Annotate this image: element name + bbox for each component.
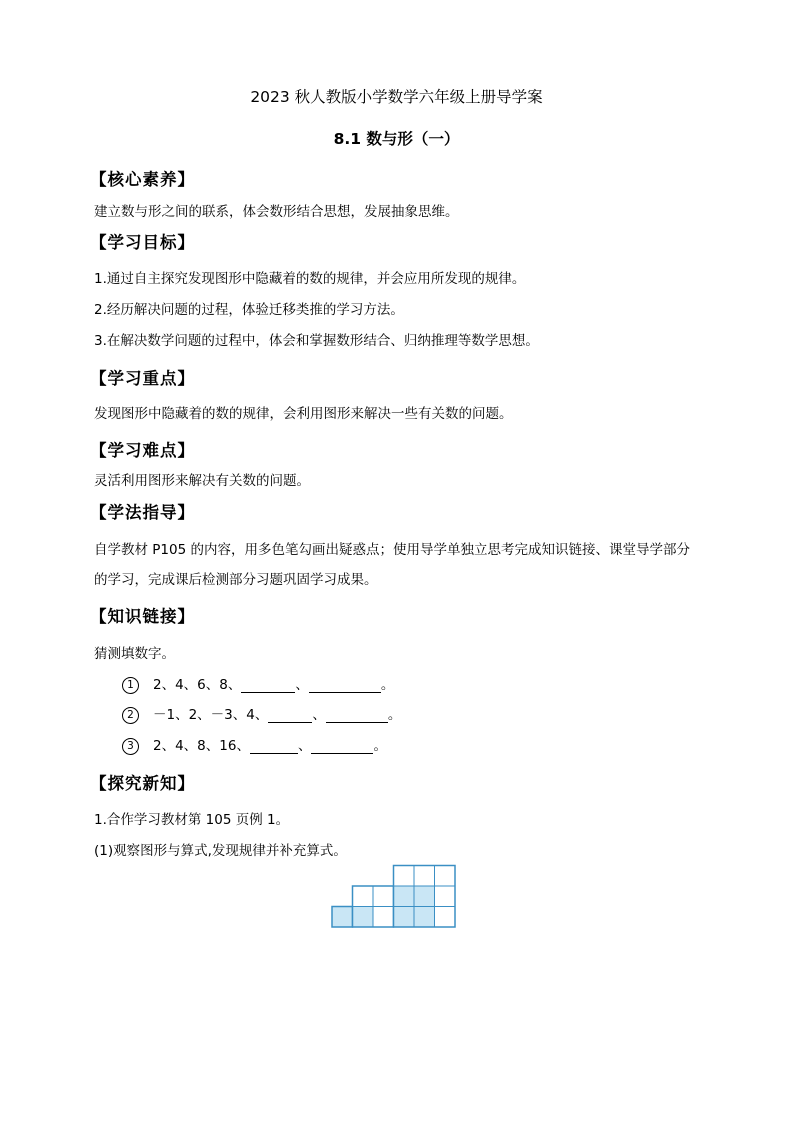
heading-key: 【学习重点】 — [90, 369, 195, 388]
separator: 、 — [297, 738, 312, 754]
heading-difficulty: 【学习难点】 — [90, 441, 195, 460]
core-text: 建立数与形之间的联系，体会数形结合思想，发展抽象思维。 — [94, 204, 459, 220]
end-mark: 。 — [387, 707, 402, 723]
separator: 、 — [295, 677, 309, 693]
key-text: 发现图形中隐藏着的数的规律，会利用图形来解决一些有关数的问题。 — [94, 406, 513, 422]
grid-cell — [373, 886, 394, 907]
separator: 、 — [312, 707, 326, 723]
explore-line-2: (1)观察图形与算式,发现规律并补充算式。 — [94, 843, 347, 859]
sequence-text: 2、4、8、16、 — [153, 738, 250, 754]
grid-cell — [414, 866, 435, 887]
grid-cell — [332, 907, 353, 928]
sequence-text: 2、4、6、8、 — [153, 677, 242, 693]
link-intro: 猜测填数字。 — [94, 646, 175, 662]
grid-cell — [394, 866, 415, 887]
page-title: 2023 秋人教版小学数学六年级上册导学案 — [250, 88, 543, 106]
heading-method: 【学法指导】 — [90, 503, 195, 522]
circled-number: 3 — [122, 738, 139, 755]
grid-cell — [394, 886, 415, 907]
grid-cell — [435, 866, 456, 887]
grid-cell — [435, 907, 456, 928]
method-line-2: 的学习，完成课后检测部分习题巩固学习成果。 — [94, 572, 378, 588]
circled-number: 2 — [122, 707, 139, 724]
lesson-title: 8.1 数与形（一） — [333, 130, 460, 148]
grid-cell — [394, 907, 415, 928]
grid-cell — [353, 886, 374, 907]
goal-item-3: 3.在解决数学问题的过程中，体会和掌握数形结合、归纳推理等数学思想。 — [94, 333, 539, 349]
heading-core: 【核心素养】 — [90, 170, 195, 189]
grid-cell — [435, 886, 456, 907]
heading-link: 【知识链接】 — [90, 607, 195, 626]
sequence-text: －1、2、－3、4、 — [153, 707, 269, 723]
heading-explore: 【探究新知】 — [90, 774, 195, 793]
explore-line-1: 1.合作学习教材第 105 页例 1。 — [94, 812, 290, 828]
grid-cell — [414, 907, 435, 928]
goal-item-2: 2.经历解决问题的过程，体验迁移类推的学习方法。 — [94, 302, 404, 318]
difficulty-text: 灵活利用图形来解决有关数的问题。 — [94, 473, 310, 489]
method-line-1: 自学教材 P105 的内容，用多色笔勾画出疑惑点；使用导学单独立思考完成知识链接、课堂导学部分 — [94, 542, 690, 558]
goal-item-1: 1.通过自主探究发现图形中隐藏着的数的规律，并会应用所发现的规律。 — [94, 271, 526, 287]
grid-cell — [353, 907, 374, 928]
end-mark: 。 — [373, 738, 387, 754]
circled-number: 1 — [122, 677, 139, 694]
heading-goals: 【学习目标】 — [90, 233, 195, 252]
grid-cell — [373, 907, 394, 928]
end-mark: 。 — [380, 677, 395, 693]
grid-cell — [414, 886, 435, 907]
